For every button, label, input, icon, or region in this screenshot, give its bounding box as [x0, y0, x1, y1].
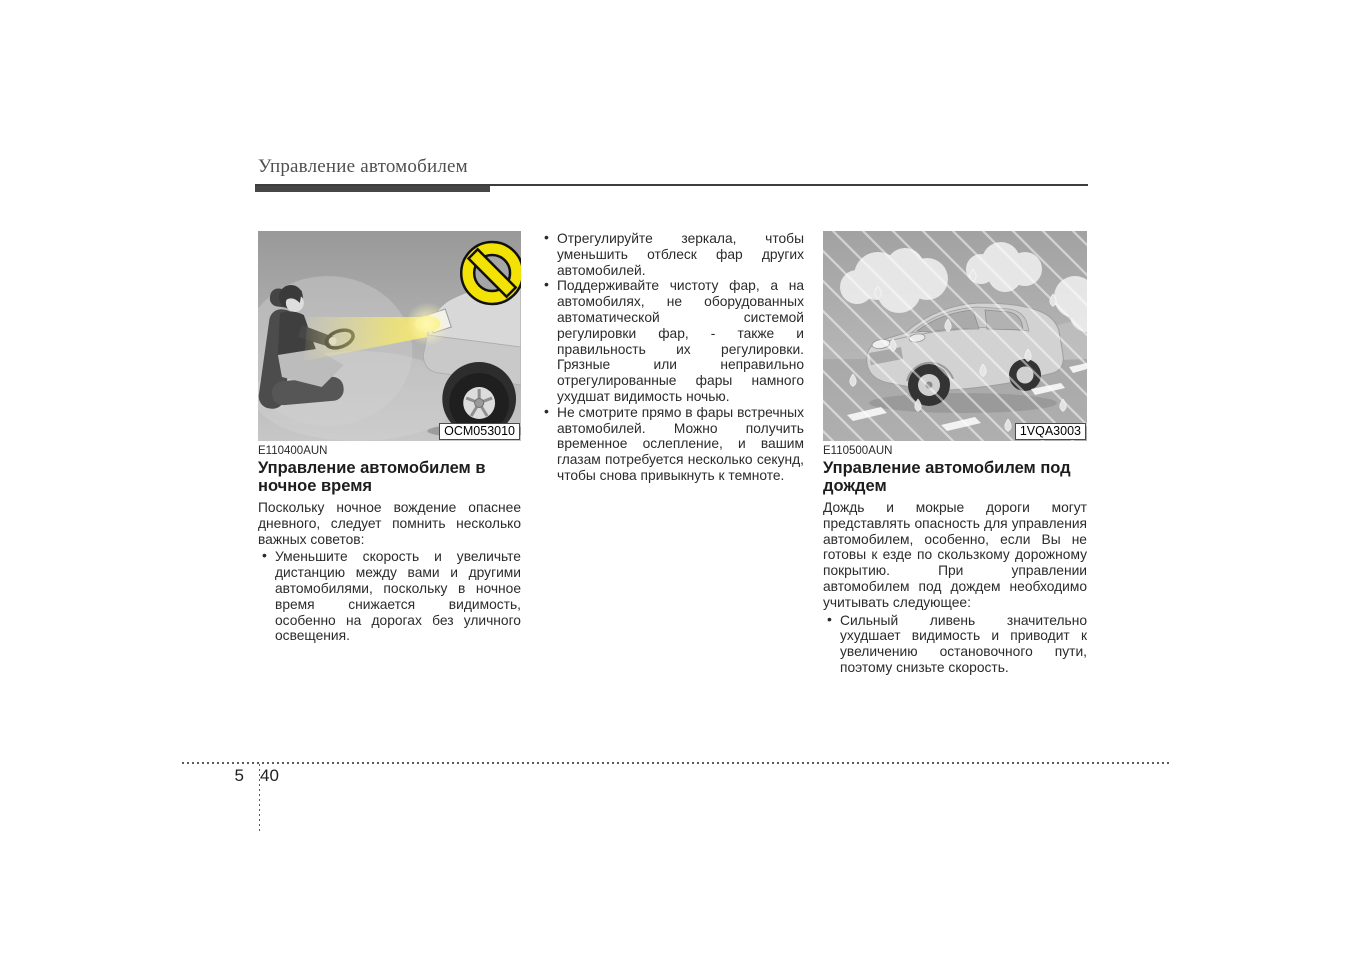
section-heading-night: Управление автомобилем в ночное время	[258, 459, 486, 495]
column-night-driving	[258, 231, 521, 676]
night-intro-paragraph: Поскольку ночное вождение опаснее дневного, следует помнить несколько важных советов:	[258, 500, 521, 547]
prohibition-icon	[461, 242, 521, 304]
rain-bullet-list	[823, 613, 1087, 676]
column-rain-driving	[823, 231, 1087, 676]
page-number	[228, 766, 298, 786]
night-tips-bullet-list	[540, 231, 804, 484]
page-number-value: 40	[260, 766, 279, 785]
chapter-number: 5	[234, 766, 244, 785]
column-night-tips	[540, 231, 804, 676]
bullet-item: • Уменьшите скорость и увеличьте дистанцию между вами и другими автомобилями, поскольку в ночное время снижается видимость, особенно на дорогах без уличного освещения.	[258, 549, 521, 644]
night-driving-illustration	[258, 231, 521, 441]
section-ref-code: E110400AUN	[258, 445, 328, 457]
section-ref-code: E110500AUN	[823, 445, 893, 457]
photo-code-label: 1VQA3003	[1015, 423, 1086, 440]
bullet-item: • Поддерживайте чистоту фар, а на автомобилях, не оборудованных автоматической системой регулировки фар, - также и правильность их регулировки. Грязные или неправильно отрегулированные фары намного ухудшат видимость ночью.	[540, 278, 804, 404]
section-heading-rain: Управление автомобилем под дождем	[823, 459, 1071, 495]
night-driving-scene	[258, 231, 521, 441]
header-rule-accent-bar	[255, 186, 490, 192]
night-bullet-list	[258, 549, 521, 644]
photo-code-label: OCM053010	[439, 423, 520, 440]
rain-driving-illustration	[823, 231, 1087, 441]
footer-dashed-rule	[182, 762, 1169, 764]
bullet-item: • Сильный ливень значительно ухудшает видимость и приводит к увеличению остановочного пути, поэтому снизьте скорость.	[823, 613, 1087, 676]
bullet-item: • Не смотрите прямо в фары встречных автомобилей. Можно получить временное ослепление, и вашим глазам потребуется несколько секунд, чтобы снова привыкнуть к темноте.	[540, 405, 804, 484]
rain-driving-scene	[823, 231, 1087, 441]
rain-intro-paragraph: Дождь и мокрые дороги могут представлять опасность для управления автомобилем, особенно, если Вы не готовы к езде по скользкому дорожному покрытию. При управлении автомобилем под дождем необходимо учитывать следующее:	[823, 500, 1087, 610]
bullet-item: • Отрегулируйте зеркала, чтобы уменьшить отблеск фар других автомобилей.	[540, 231, 804, 278]
content-columns	[258, 231, 1088, 676]
running-header-title: Управление автомобилем	[258, 156, 468, 177]
